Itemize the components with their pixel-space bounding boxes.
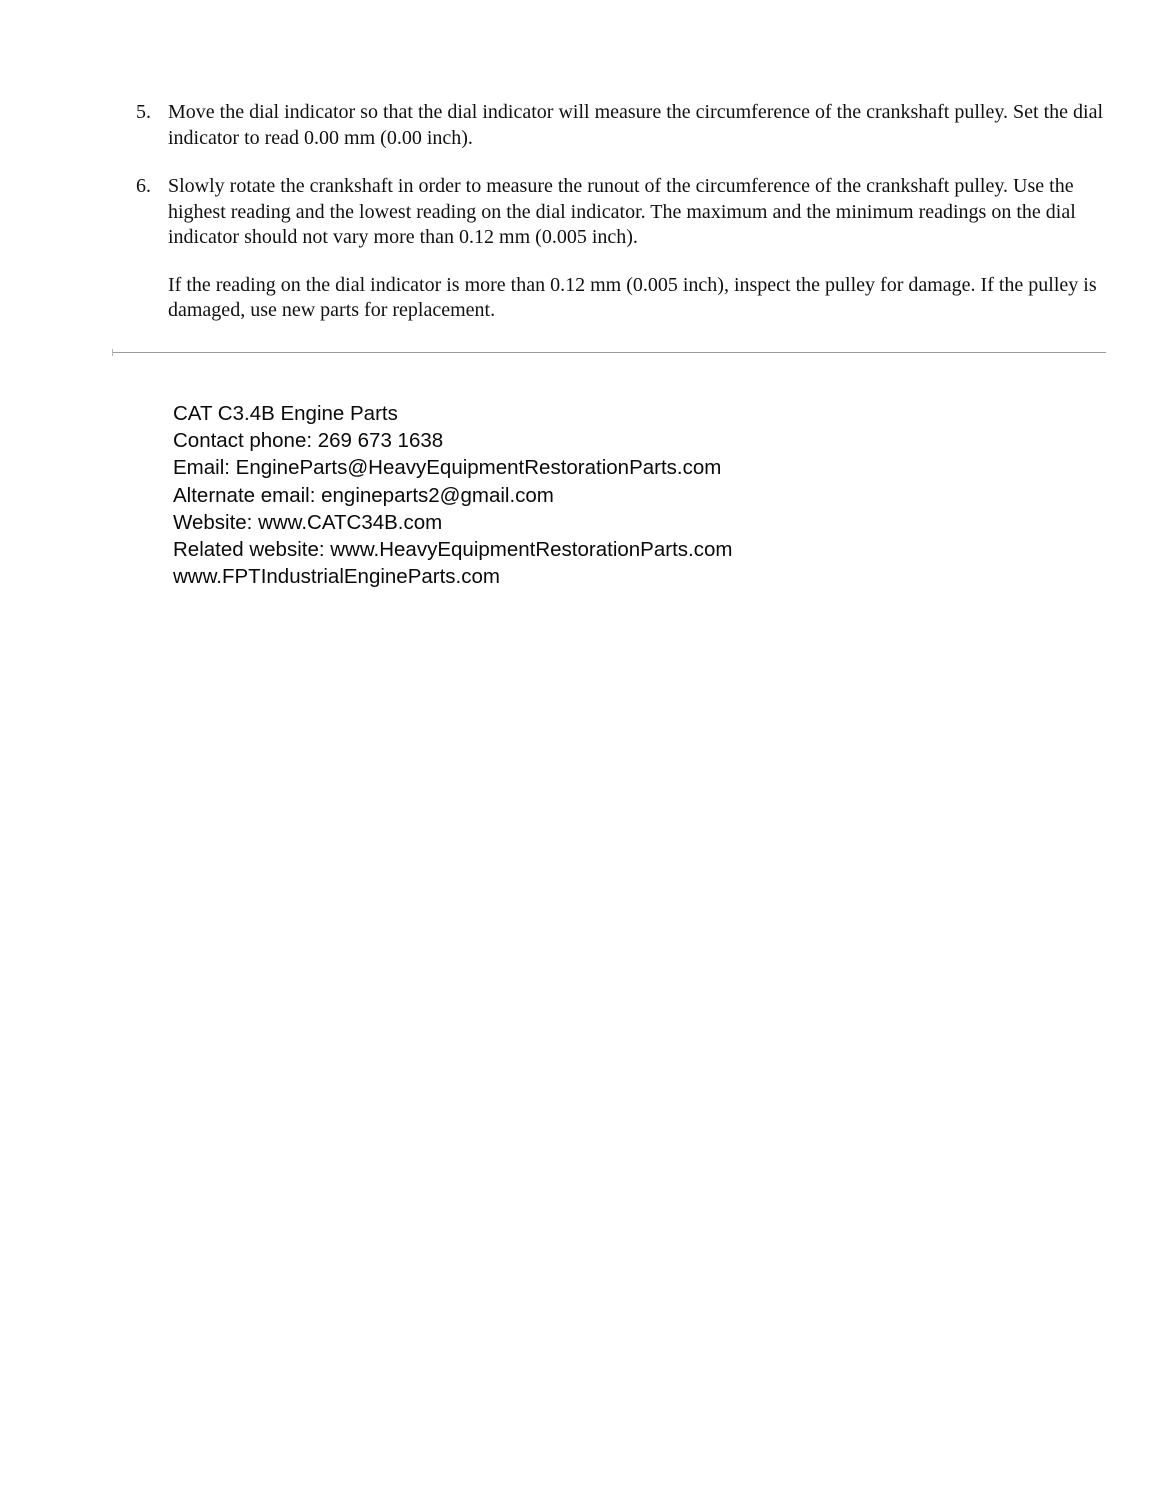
contact-related-website: Related website: www.HeavyEquipmentRestorationParts.com	[173, 538, 733, 562]
contact-website: Website: www.CATC34B.com	[173, 510, 443, 534]
contact-phone: Contact phone: 269 673 1638	[173, 429, 444, 453]
horizontal-divider	[113, 352, 1106, 353]
step-paragraph: Slowly rotate the crankshaft in order to measure the runout of the circumference of the crankshaft pulley. Use the highest reading and the lowest reading on the dial indicator. The maximum and the minimum readings on the dial indicator should not vary more than 0.12 mm (0.005 inch).	[168, 175, 1076, 248]
contact-email: Email: EngineParts@HeavyEquipmentRestorationParts.com	[173, 456, 722, 480]
step-paragraph: Move the dial indicator so that the dial indicator will measure the circumference of the crankshaft pulley. Set the dial indicator to read 0.00 mm (0.00 inch).	[168, 101, 1104, 149]
step-body	[168, 100, 1111, 151]
contact-block	[173, 400, 732, 590]
step-number: 6.	[136, 175, 151, 197]
procedure-steps	[136, 100, 1111, 347]
step-body	[168, 174, 1111, 324]
contact-title: CAT C3.4B Engine Parts	[173, 402, 398, 425]
step-5	[136, 100, 1111, 151]
contact-alt-email: Alternate email: engineparts2@gmail.com	[173, 483, 554, 507]
step-6	[136, 174, 1111, 324]
step-number: 5.	[136, 101, 151, 123]
step-note-paragraph: If the reading on the dial indicator is more than 0.12 mm (0.005 inch), inspect the pulley for damage. If the pulley is damaged, use new parts for replacement.	[168, 273, 1097, 321]
contact-extra-website: www.FPTIndustrialEngineParts.com	[173, 565, 500, 589]
